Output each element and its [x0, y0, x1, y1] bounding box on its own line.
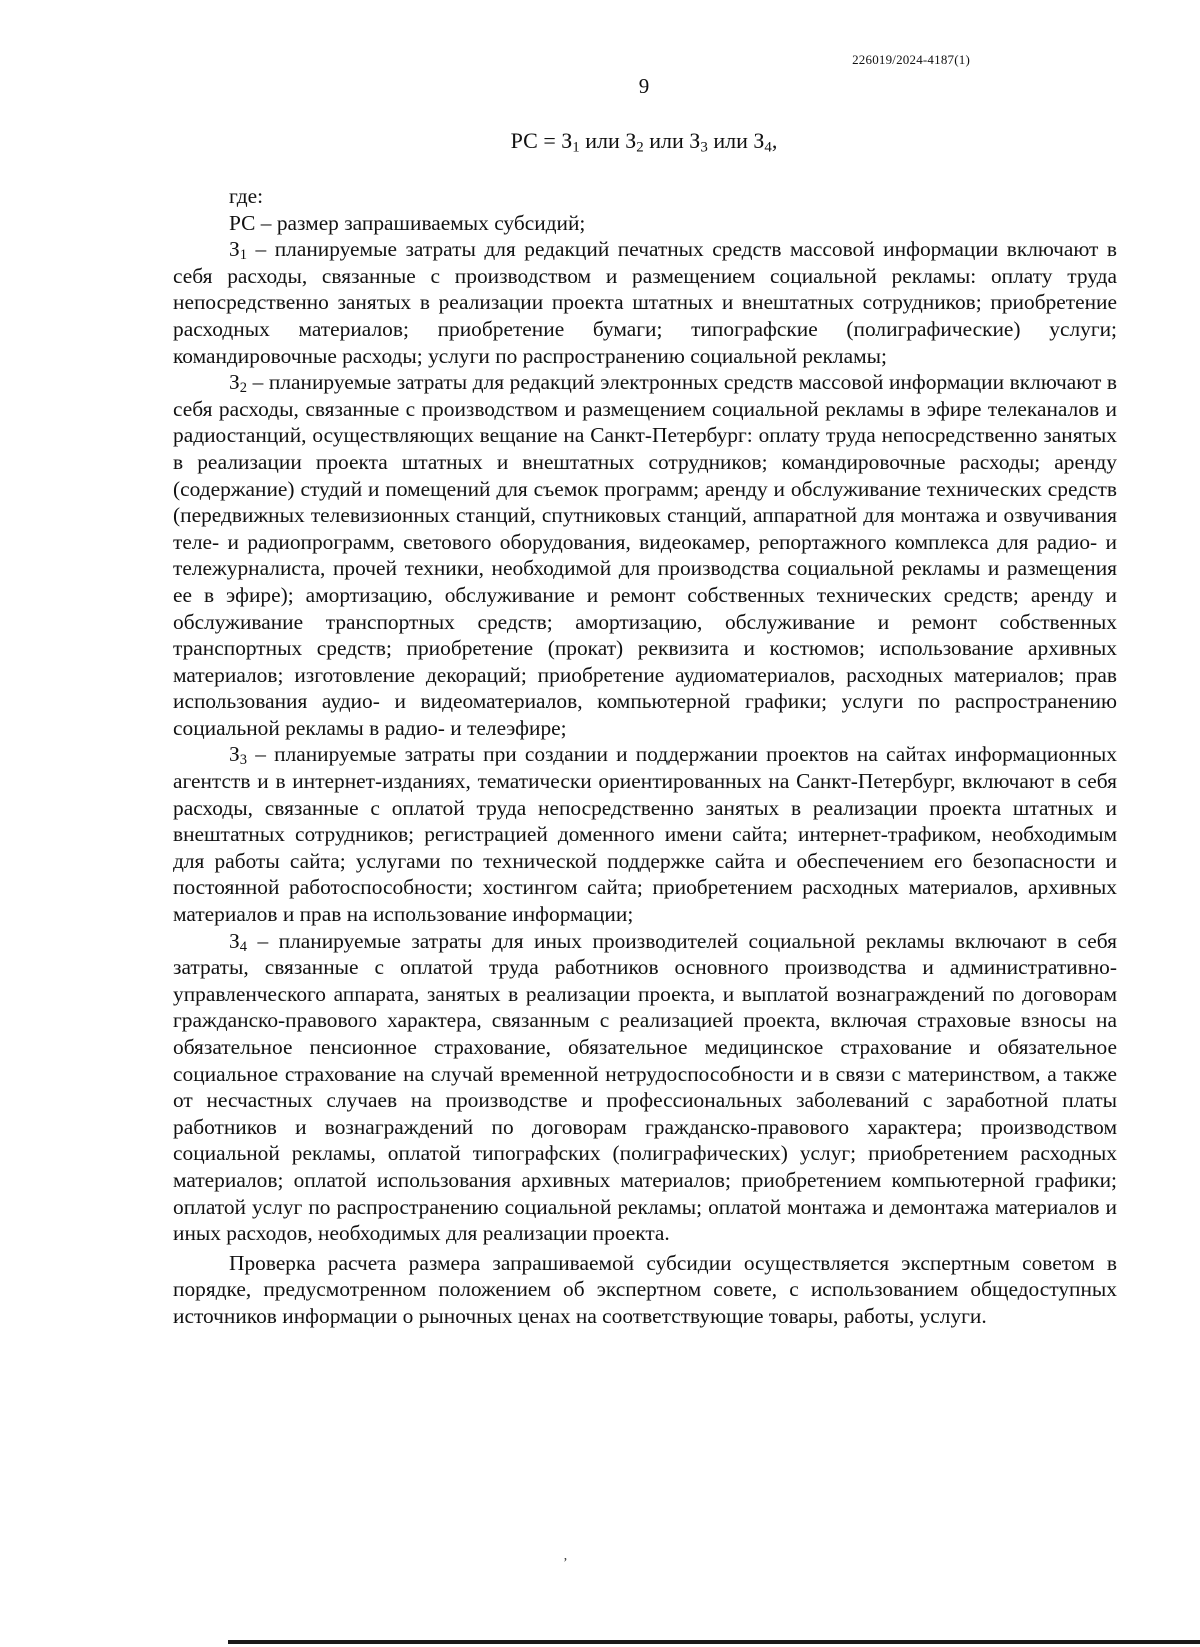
page-number: 9: [638, 74, 650, 98]
scan-bottom-edge: [228, 1640, 1200, 1644]
z3-text: – планируемые затраты при создании и поддержании проектов на сайтах информационных агентств и в интернет-изданиях, тематически ориентированных на Санкт-Петербург, включают в себя расходы, связанные с оплатой труда непосредственно занятых в реализации проекта штатных и внештатных сотрудников; регистрацией доменного имени сайта; интернет-трафиком, необходимым для работы сайта; услугами по технической поддержке сайта и обеспечением его безопасности и постоянной работоспособности; хостингом сайта; приобретением расходных материалов, архивных материалов и прав на использование информации;: [173, 742, 1117, 927]
z3-subscript: 3: [239, 752, 247, 769]
formula-tail: ,: [771, 128, 778, 153]
formula-sub-4: 4: [764, 139, 772, 156]
formula-sub-3: 3: [700, 139, 708, 156]
document-body: [173, 183, 1117, 1330]
z2-subscript: 2: [239, 380, 247, 397]
formula-or-3: или З: [707, 128, 765, 153]
z1-paragraph: [173, 236, 1117, 369]
z4-paragraph: [173, 928, 1117, 1247]
z2-symbol: З: [229, 370, 240, 395]
verification-paragraph: Проверка расчета размера запрашиваемой субсидии осуществляется экспертным советом в порядке, предусмотренном положением об экспертном совете, с использованием общедоступных источников информации о рыночных ценах на соответствующие товары, работы, услуги.: [173, 1250, 1117, 1328]
where-label: где:: [229, 184, 264, 208]
z3-symbol: З: [229, 742, 240, 767]
formula-sub-2: 2: [636, 139, 644, 156]
formula-lhs: РС = З: [510, 128, 573, 153]
formula-or-2: или З: [643, 128, 701, 153]
z1-text: – планируемые затраты для редакций печатных средств массовой информации включают в себя расходы, связанные с производством и размещением социальной рекламы: оплату труда непосредственно занятых в реализации проекта штатных и внештатных сотрудников; приобретение расходных материалов; приобретение бумаги; типографские (полиграфические) услуги; командировочные расходы; услуги по распространению социальной рекламы;: [173, 237, 1117, 368]
formula-sub-1: 1: [572, 139, 580, 156]
z4-symbol: З: [229, 928, 240, 953]
subsidy-formula: [0, 128, 1200, 154]
z3-paragraph: [173, 741, 1117, 927]
z1-symbol: З: [229, 237, 240, 262]
rs-definition: РС – размер запрашиваемых субсидий;: [229, 210, 586, 235]
z2-text: – планируемые затраты для редакций электронных средств массовой информации включают в себя расходы, связанные с производством и размещением социальной рекламы в эфире телеканалов и радиостанций, осуществляющих вещание на Санкт-Петербург: оплату труда непосредственно занятых в реализации проекта штатных и внештатных сотрудников; командировочные расходы; аренду (содержание) студий и помещений для съемок программ; аренду и обслуживание технических средств (передвижных телевизионных станций, спутниковых станций, аппаратной для монтажа и озвучивания теле- и радиопрограмм, светового оборудования, видеокамер, репортажного комплекса для радио- и тележурналиста, прочей техники, необходимой для производства социальной рекламы и размещения ее в эфире); амортизацию, обслуживание и ремонт собственных технических средств; аренду и обслуживание транспортных средств; амортизацию, обслуживание и ремонт собственных транспортных средств; приобретение (прокат) реквизита и костюмов; использование архивных материалов; изготовление декораций; приобретение аудиоматериалов, расходных материалов; прав использования аудио- и видеоматериалов, компьютерной графики; услуги по распространению социальной рекламы в радио- и телеэфире;: [173, 370, 1117, 740]
scan-mark: ʼ: [563, 1556, 568, 1571]
z2-paragraph: [173, 369, 1117, 741]
formula-or-1: или З: [579, 128, 637, 153]
z4-subscript: 4: [239, 938, 247, 955]
z4-text: – планируемые затраты для иных производителей социальной рекламы включают в себя затраты, связанные с оплатой труда работников основного производства и административно-управленческого аппарата, занятых в реализации проекта, и выплатой вознаграждений по договорам гражданско-правового характера, связанным с реализацией проекта, включая страховые взносы на обязательное пенсионное страхование, обязательное медицинское страхование и обязательное социальное страхование на случай временной нетрудоспособности и в связи с материнством, а также от несчастных случаев на производстве и профессиональных заболеваний с заработной платы работников и вознаграждений по договорам гражданско-правового характера; производством социальной рекламы, оплатой типографских (полиграфических) услуг; приобретением расходных материалов; оплатой использования архивных материалов; приобретением компьютерной графики; оплатой услуг по распространению социальной рекламы; оплатой монтажа и демонтажа материалов и иных расходов, необходимых для реализации проекта.: [173, 928, 1117, 1246]
document-id: 226019/2024-4187(1): [852, 52, 970, 67]
z1-subscript: 1: [239, 247, 247, 264]
